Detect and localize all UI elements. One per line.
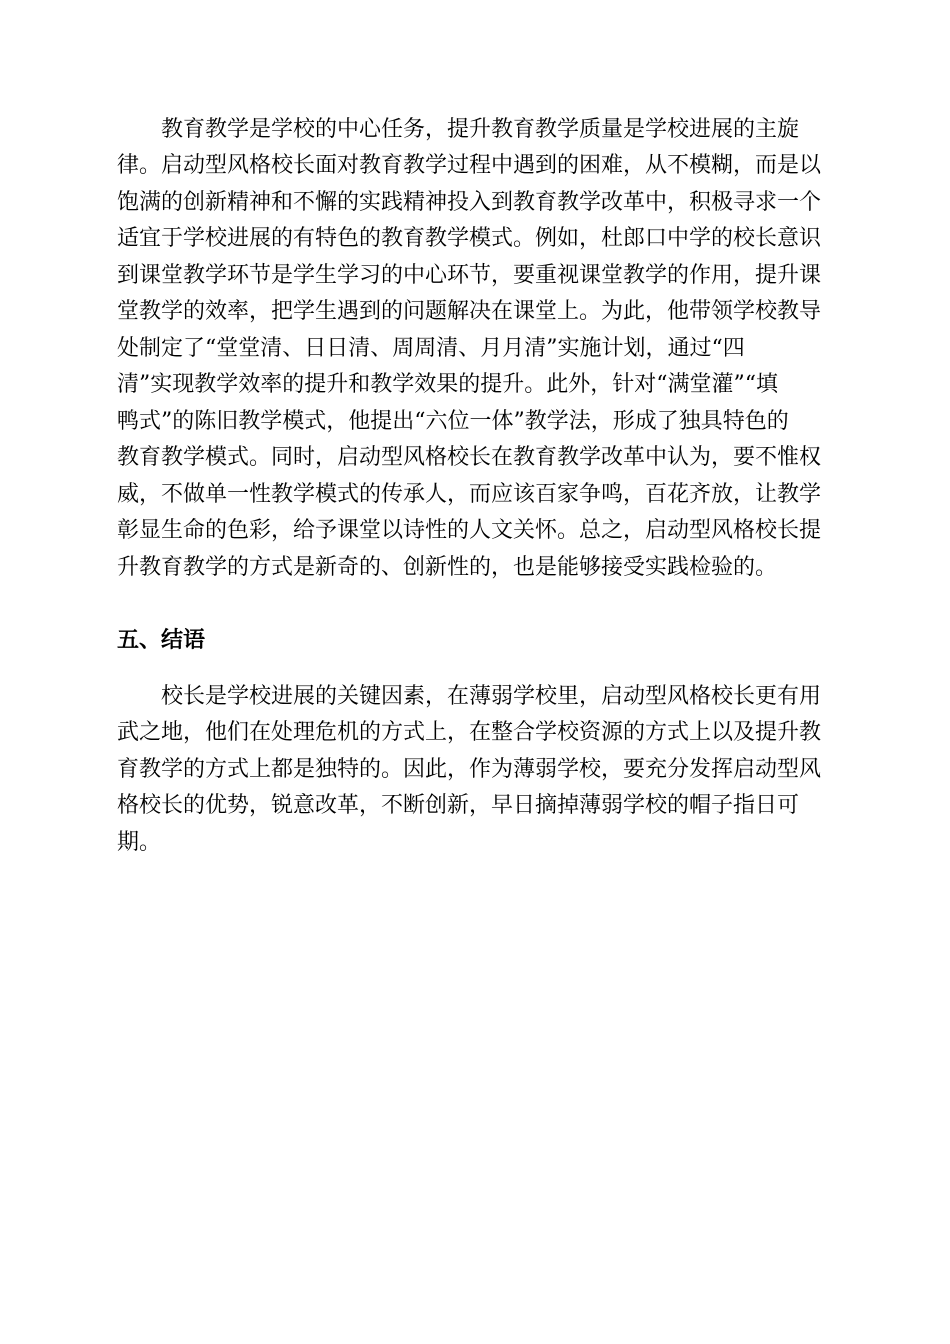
paragraph-line: 教育教学是学校的中心任务，提升教育教学质量是学校进展的主旋 (161, 117, 800, 142)
paragraph-line: 校长是学校进展的关键因素，在薄弱学校里，启动型风格校长更有用 (161, 684, 822, 709)
paragraph-line: 清”实现教学效率的提升和教学效果的提升。此外，针对“满堂灌”“填 (117, 372, 778, 397)
paragraph-line: 堂教学的效率，把学生遇到的问题解决在课堂上。为此，他带领学校教导 (117, 299, 822, 324)
paragraph-line: 彰显生命的色彩，给予课堂以诗性的人文关怀。总之，启动型风格校长提 (117, 518, 822, 543)
paragraph-line: 期。 (117, 830, 162, 855)
paragraph-line: 到课堂教学环节是学生学习的中心环节，要重视课堂教学的作用，提升课 (117, 263, 822, 288)
paragraph-line: 鸭式”的陈旧教学模式，他提出“六位一体”教学法，形成了独具特色的 (117, 409, 789, 434)
paragraph-line: 武之地，他们在处理危机的方式上，在整合学校资源的方式上以及提升教 (117, 720, 822, 745)
paragraph-line: 适宜于学校进展的有特色的教育教学模式。例如，杜郎口中学的校长意识 (117, 226, 822, 251)
paragraph-line: 饱满的创新精神和不懈的实践精神投入到教育教学改革中，积极寻求一个 (117, 190, 822, 215)
paragraph-line: 律。启动型风格校长面对教育教学过程中遇到的困难，从不模糊，而是以 (117, 153, 822, 178)
section-heading: 五、结语 (117, 627, 206, 653)
paragraph-line: 处制定了“堂堂清、日日清、周周清、月月清”实施计划，通过“四 (117, 336, 745, 361)
paragraph-line: 育教学的方式上都是独特的。因此，作为薄弱学校，要充分发挥启动型风 (117, 757, 822, 782)
paragraph-line: 格校长的优势，锐意改革，不断创新，早日摘掉薄弱学校的帽子指日可 (117, 793, 800, 818)
paragraph-line: 升教育教学的方式是新奇的、创新性的，也是能够接受实践检验的。 (117, 555, 778, 580)
paragraph-line: 威，不做单一性教学模式的传承人，而应该百家争鸣，百花齐放，让教学 (117, 482, 822, 507)
paragraph-line: 教育教学模式。同时，启动型风格校长在教育教学改革中认为，要不惟权 (117, 445, 822, 470)
